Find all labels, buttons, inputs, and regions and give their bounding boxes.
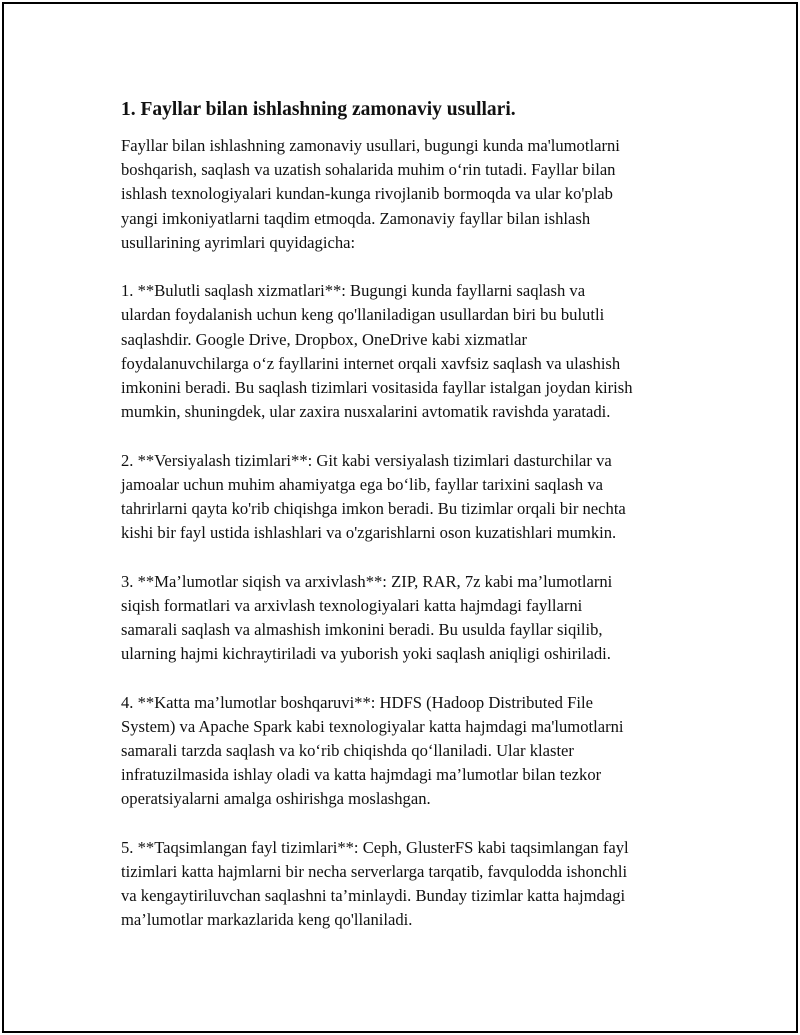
paragraph-cloud-storage: 1. **Bulutli saqlash xizmatlari**: Bugungi kunda fayllarni saqlash va ulardan foydalanish uchun keng qo'llaniladigan usullardan biri bu bulutli saqlashdir. Google Drive, Dropbox, OneDrive kabi xizmatlar foydalanuvchilarga o‘z fayllarini internet orqali xavfsiz saqlash va ulashish imkonini beradi. Bu saqlash tizimlari vositasida fayllar istalgan joydan kirish mumkin, shuningdek, ular zaxira nusxalarini avtomatik ravishda yaratadi. [121, 281, 633, 422]
intro-paragraph: Fayllar bilan ishlashning zamonaviy usullari, bugungi kunda ma'lumotlarni boshqarish, saqlash va uzatish sohalarida muhim o‘rin tutadi. Fayllar bilan ishlash texnologiyalari kundan-kunga rivojlanib bormoqda va ular ko'plab yangi imkoniyatlarni taqdim etmoqda. Zamonaviy fayllar bilan ishlash usullarining ayrimlari quyidagicha: [121, 136, 620, 252]
section-heading: 1. Fayllar bilan ishlashning zamonaviy usullari. [121, 99, 516, 120]
paragraph-big-data: 4. **Katta ma’lumotlar boshqaruvi**: HDFS (Hadoop Distributed File System) va Apache Spark kabi texnologiyalar katta hajmdagi ma'lumotlarni samarali tarzda saqlash va ko‘rib chiqishda qo‘llaniladi. Ular klaster infratuzilmasida ishlay oladi va katta hajmdagi ma’lumotlar bilan tezkor operatsiyalarni amalga oshirishga moslashgan. [121, 692, 624, 809]
paragraph-compression-archiving: 3. **Ma’lumotlar siqish va arxivlash**: ZIP, RAR, 7z kabi ma’lumotlarni siqish formatlari va arxivlash texnologiyalari katta hajmdagi fayllarni samarali saqlash va almashish imkonini beradi. Bu usulda fayllar siqilib, ularning hajmi kichraytiriladi va yuborish yoki saqlash aniqligi oshiriladi. [121, 571, 613, 664]
document-page [2, 2, 798, 1033]
paragraph-version-control: 2. **Versiyalash tizimlari**: Git kabi versiyalash tizimlari dasturchilar va jamoalar uchun muhim ahamiyatga ega bo‘lib, fayllar tarixini saqlash va tahrirlarni qayta ko'rib chiqishga imkon beradi. Bu tizimlar orqali bir nechta kishi bir fayl ustida ishlashlari va o'zgarishlarni oson kuzatishlari mumkin. [121, 450, 626, 543]
paragraph-distributed-fs: 5. **Taqsimlangan fayl tizimlari**: Ceph, GlusterFS kabi taqsimlangan fayl tizimlari katta hajmlarni bir necha serverlarga tarqatib, favqulodda ishonchli va kengaytiriluvchan saqlashni ta’minlaydi. Bunday tizimlar katta hajmdagi ma’lumotlar markazlarida keng qo'llaniladi. [121, 837, 629, 930]
document-body [121, 98, 711, 957]
